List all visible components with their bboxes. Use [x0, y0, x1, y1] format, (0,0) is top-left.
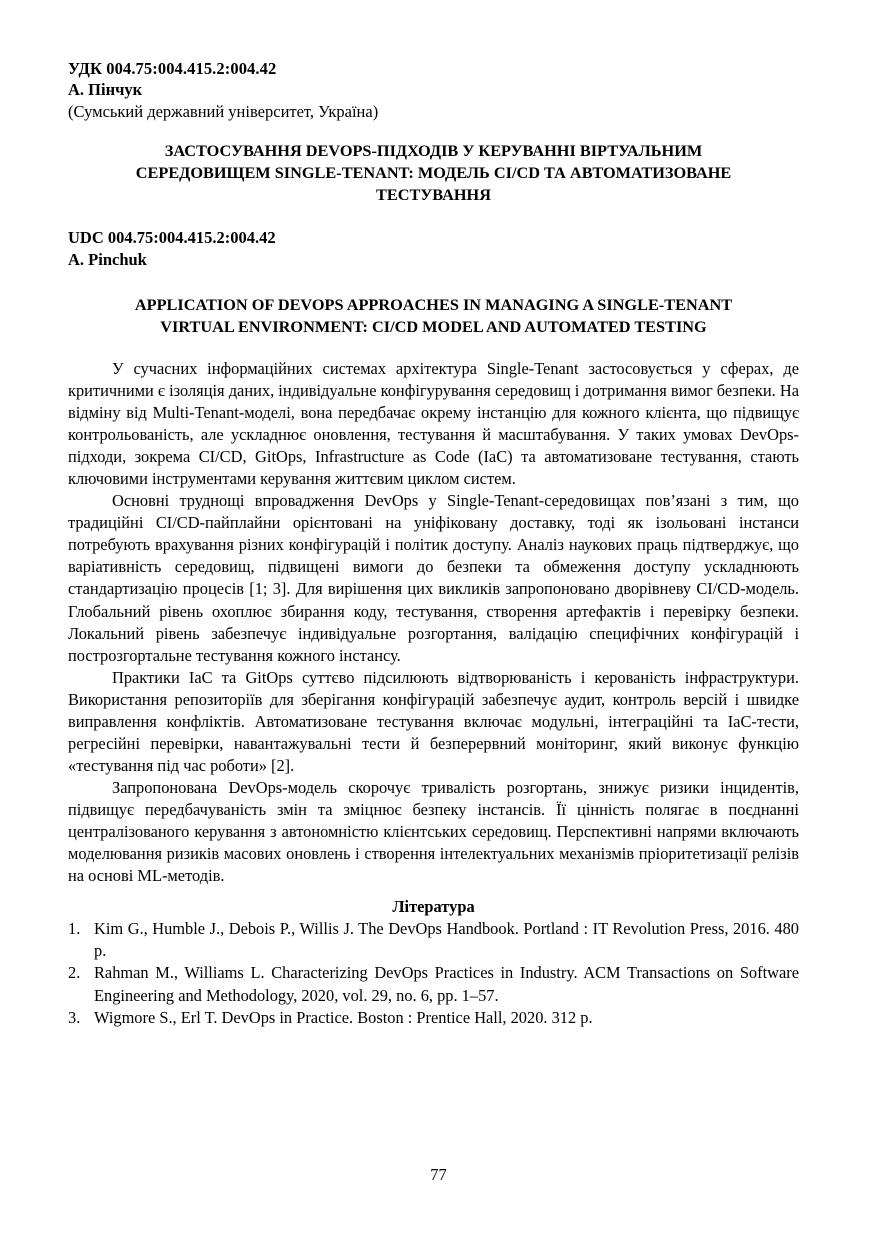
- body-paragraph: Запропонована DevOps-модель скорочує тривалість розгортань, знижує ризики інцидентів, підвищує передбачуваність змін та зміцнює безпеку інстансів. Її цінність полягає в поєднанні централізованого керування з автономністю клієнтських середовищ. Перспективні напрями включають моделювання ризиків масових оновлень і створення інтелектуальних механізмів пріоритетизації релізів на основі ML-методів.: [68, 778, 799, 886]
- article-title-uk: [68, 140, 799, 205]
- article-title-uk-line-1: ЗАСТОСУВАННЯ DEVOPS-ПІДХОДІВ У КЕРУВАННІ ВІРТУАЛЬНИМ: [164, 141, 703, 161]
- reference-item: Rahman M., Williams L. Characterizing DevOps Practices in Industry. ACM Transactions on Software Engineering and Methodology, 2020, vol. 29, no. 6, pp. 1–57.: [94, 963, 799, 1005]
- article-title-uk-line-3: ТЕСТУВАННЯ: [376, 184, 491, 204]
- reference-item: Wigmore S., Erl T. DevOps in Practice. Boston : Prentice Hall, 2020. 312 p.: [94, 1007, 593, 1027]
- article-title-en: [68, 294, 799, 338]
- author-name-en: A. Pinchuk: [68, 249, 147, 269]
- article-title-en-line-1: APPLICATION OF DEVOPS APPROACHES IN MANAGING A SINGLE-TENANT: [134, 295, 733, 315]
- udc-code-en: UDC 004.75:004.415.2:004.42: [68, 228, 276, 248]
- reference-item: Kim G., Humble J., Debois P., Willis J. The DevOps Handbook. Portland : IT Revolution Press, 2016. 480 p.: [94, 919, 799, 961]
- body-paragraph: Основні труднощі впровадження DevOps у Single-Tenant-середовищах пов’язані з тим, що традиційні CI/CD-пайплайни орієнтовані на уніфіковану доставку, тоді як ізольовані інстанси потребують врахування різних конфігурацій і політик доступу. Аналіз наукових праць підтверджує, що варіативність середовищ, підвищені вимоги до безпеки та обмеження доступу ускладнюють стандартизацію процесів [1; 3]. Для вирішення цих викликів запропоновано дворівневу CI/CD-модель. Глобальний рівень охоплює збирання коду, тестування, створення артефактів і перевірку безпеки. Локальний рівень забезпечує індивідуальне розгортання, валідацію специфічних конфігурацій і построзгортальне тестування кожного інстансу.: [68, 491, 799, 665]
- body-paragraph: У сучасних інформаційних системах архітектура Single-Tenant застосовується у сферах, де критичними є ізоляція даних, індивідуальне конфігурування середовищ і дотримання вимог безпеки. На відміну від Multi-Tenant-моделі, вона передбачає окрему інстанцію для кожного клієнта, що підвищує контрольованість, але ускладнює оновлення, тестування й масштабування. У таких умовах DevOps-підходи, зокрема CI/CD, GitOps, Infrastructure as Code (IaC) та автоматизоване тестування, стають ключовими інструментами керування життєвим циклом систем.: [68, 358, 799, 489]
- udc-code-uk: УДК 004.75:004.415.2:004.42: [68, 59, 277, 78]
- page-number: 77: [430, 1165, 447, 1184]
- references-heading: Література: [392, 897, 475, 917]
- author-name-uk: А. Пінчук: [68, 80, 143, 100]
- article-title-uk-line-2: СЕРЕДОВИЩЕМ SINGLE-TENANT: МОДЕЛЬ CI/CD ТА АВТОМАТИЗОВАНЕ: [135, 162, 732, 182]
- author-affiliation-uk: (Сумський державний університет, Україна): [68, 101, 379, 121]
- article-title-en-line-2: VIRTUAL ENVIRONMENT: CI/CD MODEL AND AUTOMATED TESTING: [160, 317, 707, 337]
- body-paragraph: Практики IaC та GitOps суттєво підсилюють відтворюваність і керованість інфраструктури. Використання репозиторіїв для зберігання конфігурацій забезпечує аудит, контроль версій і швидке виправлення конфліктів. Автоматизоване тестування включає модульні, інтеграційні та IaC-тести, регресійні перевірки, навантажувальні тести й безперервний моніторинг, який виконує функцію «тестування під час роботи» [2].: [68, 667, 799, 775]
- references-list: [68, 918, 799, 1028]
- article-body: [68, 358, 799, 888]
